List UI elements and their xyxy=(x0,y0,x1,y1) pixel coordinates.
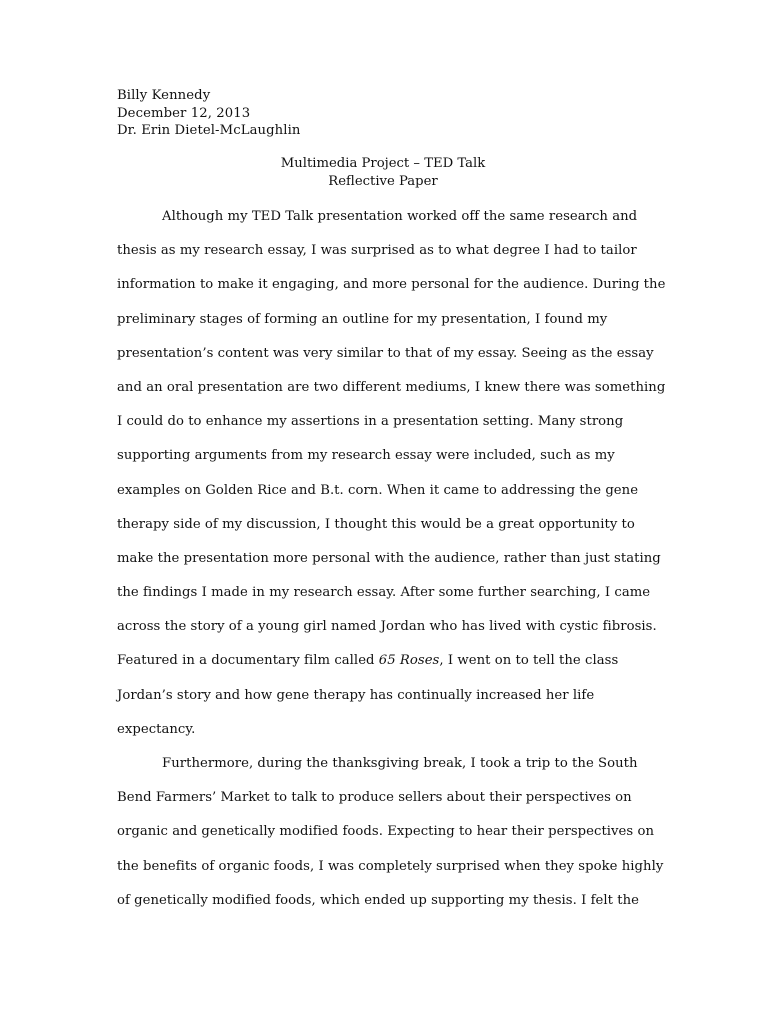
paragraph-line: supporting arguments from my research essay were included, such as my xyxy=(117,448,615,464)
paragraph-line: Jordan’s story and how gene therapy has continually increased her life xyxy=(117,687,595,703)
paragraph-line: make the presentation more personal with the audience, rather than just stating xyxy=(117,550,661,566)
paragraph-line: information to make it engaging, and more personal for the audience. During the xyxy=(117,277,666,293)
paragraph-line: the benefits of organic foods, I was completely surprised when they spoke highly xyxy=(117,858,664,874)
paragraph-line: Although my TED Talk presentation worked off the same research and xyxy=(162,209,638,224)
paragraph-line-with-film-title xyxy=(117,651,657,685)
paragraph-line: preliminary stages of forming an outline for my presentation, I found my xyxy=(117,311,608,327)
film-title: 65 Roses xyxy=(378,653,440,669)
paragraph-line: Furthermore, during the thanksgiving break, I took a trip to the South xyxy=(162,756,638,771)
instructor-name: Dr. Erin Dietel-McLaughlin xyxy=(117,123,301,138)
author-name: Billy Kennedy xyxy=(117,88,211,103)
paragraph-line: examples on Golden Rice and B.t. corn. When it came to addressing the gene xyxy=(117,482,639,498)
title-line-2: Reflective Paper xyxy=(328,173,438,189)
document-body xyxy=(117,207,666,925)
paragraph-line: organic and genetically modified foods. Expecting to hear their perspectives on xyxy=(117,824,655,840)
paragraph-line: presentation’s content was very similar to that of my essay. Seeing as the essay xyxy=(117,345,654,361)
paragraph-line: therapy side of my discussion, I thought this would be a great opportunity to xyxy=(117,516,635,532)
paragraph-line: I could do to enhance my assertions in a presentation setting. Many strong xyxy=(117,414,624,430)
paragraph-line: of genetically modified foods, which ended up supporting my thesis. I felt the xyxy=(117,892,639,908)
document-date: December 12, 2013 xyxy=(117,105,251,121)
document-header xyxy=(117,87,300,140)
line-text-before-title: Featured in a documentary film called xyxy=(117,653,379,669)
line-text-after-title: , I went on to tell the class xyxy=(439,653,619,669)
paragraph-line: expectancy. xyxy=(117,721,196,737)
title-line-1: Multimedia Project – TED Talk xyxy=(280,156,486,171)
paragraph-line: and an oral presentation are two different mediums, I knew there was something xyxy=(117,379,666,395)
document-title xyxy=(117,155,649,190)
paragraph-line: the findings I made in my research essay. After some further searching, I came xyxy=(117,585,651,601)
paragraph-line: thesis as my research essay, I was surprised as to what degree I had to tailor xyxy=(117,243,637,259)
paragraph-line: across the story of a young girl named Jordan who has lived with cystic fibrosis. xyxy=(117,619,657,635)
paragraph-line: Bend Farmers’ Market to talk to produce sellers about their perspectives on xyxy=(117,790,632,806)
